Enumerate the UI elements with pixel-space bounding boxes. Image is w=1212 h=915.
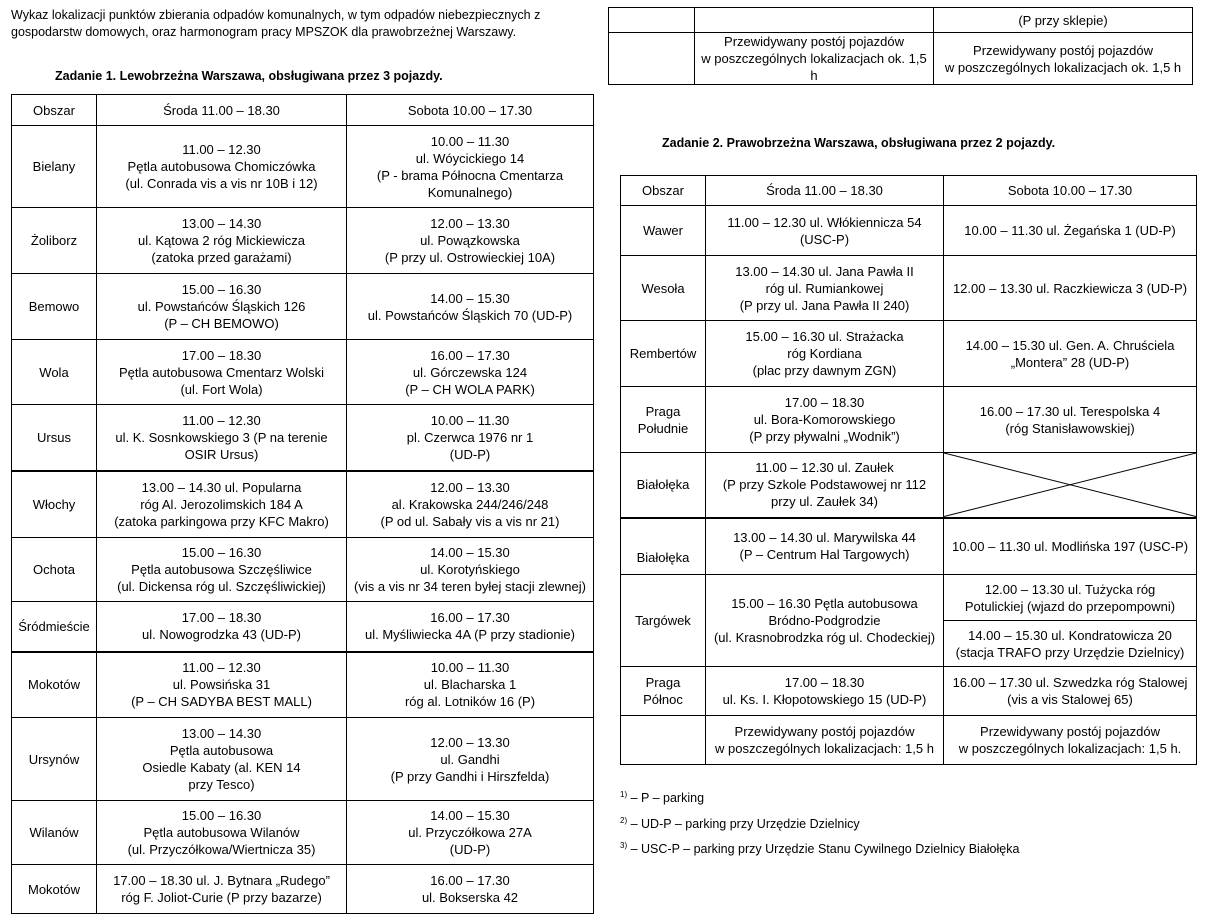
wed-cell (97, 718, 347, 801)
cell-line: (ul. Krasnobrodzka róg ul. Chodeckiej) (713, 630, 936, 645)
cell-line: ul. Ks. I. Kłopotowskiego 15 (UD-P) (722, 692, 927, 707)
cell-line: ul. Powstańców Śląskich 70 (UD-P) (367, 307, 573, 323)
table-header-row (621, 176, 1197, 206)
wed-cell (706, 518, 944, 575)
footnote-text: – USC-P – parking przy Urzędzie Stanu Cywilnego Dzielnicy Białołęka (627, 842, 1020, 856)
cell-line: Rembertów (629, 346, 697, 361)
zadanie1-table (11, 94, 594, 914)
area-cell: Śródmieście (12, 602, 97, 652)
sat-cell (347, 718, 594, 801)
table-row (621, 256, 1197, 321)
sat-cell (347, 801, 594, 865)
cell-line: ul. Korotyńskiego (420, 562, 520, 577)
cell-line: Pętla autobusowa Wilanów (143, 825, 300, 840)
sat-cell (944, 321, 1197, 387)
area-cell: Żoliborz (12, 208, 97, 274)
cell-line: róg Kordiana (787, 346, 862, 361)
cell-line: ul. Gandhi (440, 751, 500, 767)
continuation-table (608, 7, 1193, 85)
area-cell (621, 667, 706, 716)
header-obszar: Obszar (12, 95, 97, 126)
area-cell: Mokotów (12, 652, 97, 718)
area-cell: Mokotów (12, 865, 97, 914)
area-cell (609, 33, 695, 85)
area-cell: Ursus (12, 405, 97, 471)
sat-cell (944, 518, 1197, 575)
cell-line: Praga (645, 403, 681, 419)
cell-line: Południe (637, 420, 689, 436)
area-cell: Ochota (12, 538, 97, 602)
cell-line: przy ul. Zaułek 34) (771, 494, 878, 510)
cell-line: (stacja TRAFO przy Urzędzie Dzielnicy) (955, 644, 1185, 660)
cell-line: (P przy Gandhi i Hirszfelda) (390, 768, 550, 784)
sat-cell (347, 274, 594, 340)
table-row (12, 865, 594, 914)
table-row (621, 321, 1197, 387)
table-row (621, 667, 1197, 716)
cell-line: w poszczególnych lokalizacjach: 1,5 h (715, 741, 934, 756)
sat-cell (347, 652, 594, 718)
cell-line: Wawer (643, 223, 683, 238)
cell-line: (vis a vis Stalowej 65) (1007, 692, 1133, 707)
cell-line: 14.00 – 15.30 (430, 808, 510, 823)
cell-line: OSIR Ursus) (184, 446, 259, 462)
wed-cell (706, 256, 944, 321)
footnote-marker: 1) (620, 790, 628, 799)
table-row (12, 652, 594, 718)
area-cell (621, 256, 706, 321)
table-row (621, 387, 1197, 453)
wed-cell (97, 865, 347, 914)
cell-line: 16.00 – 17.30 (430, 610, 510, 626)
zadanie1-title: Zadanie 1. Lewobrzeżna Warszawa, obsługiwana przez 3 pojazdy. (55, 69, 443, 83)
cell-line: 12.00 – 13.30 (430, 479, 510, 495)
cell-line: 15.00 – 16.30 (181, 545, 262, 560)
cell-line: (P - brama Północna Cmentarza (376, 167, 564, 183)
sat-cell: (P przy sklepie) (934, 8, 1193, 33)
cell-line: 11.00 – 12.30 ul. Zaułek (755, 460, 894, 476)
wed-cell (97, 538, 347, 602)
cell-line: (ul. Przyczółkowa/Wiertnicza 35) (127, 842, 316, 857)
cell-line: 12.00 – 13.30 ul. Tużycka róg (984, 581, 1156, 597)
cell-line: (P – CH WOLA PARK) (405, 381, 535, 397)
table-row (12, 471, 594, 538)
cell-line: ul. Blacharska 1 (423, 677, 517, 693)
cell-line: 11.00 – 12.30 ul. Włókiennicza 54 (727, 214, 922, 230)
area-cell: Bielany (12, 126, 97, 208)
header-sobota: Sobota 10.00 – 17.30 (944, 176, 1197, 206)
cell-line: 16.00 – 17.30 ul. Terespolska 4 (979, 403, 1161, 419)
cell-line: ul. Bora-Komorowskiego (753, 412, 896, 427)
area-cell (621, 453, 706, 518)
area-cell (621, 321, 706, 387)
area-cell: Wola (12, 340, 97, 405)
sat-cell (347, 865, 594, 914)
sat-cell (944, 206, 1197, 256)
cell-line: Białołęka (636, 477, 690, 493)
sat-cell (347, 340, 594, 405)
cell-line: róg F. Joliot-Curie (P przy bazarze) (121, 890, 322, 905)
area-cell (621, 206, 706, 256)
cell-line: 17.00 – 18.30 (181, 347, 262, 363)
cell-line: (UD-P) (449, 446, 491, 462)
area-cell (609, 8, 695, 33)
sat-cell (347, 602, 594, 652)
cell-line: Północ (643, 692, 683, 707)
cell-line: Białołęka (636, 550, 690, 565)
cell-line: Przewidywany postój pojazdów (973, 42, 1153, 58)
cell-line: „Montera” 28 (UD-P) (1010, 354, 1130, 370)
wed-cell (706, 667, 944, 716)
cell-line: 15.00 – 16.30 ul. Strażacka (745, 329, 904, 344)
cell-line: 11.00 – 12.30 (182, 412, 261, 428)
sat-cell (944, 667, 1197, 716)
cell-line: róg al. Lotników 16 (P) (404, 694, 536, 710)
table-row (12, 126, 594, 208)
sat-cell (347, 405, 594, 471)
cell-line: (ul. Conrada vis a vis nr 10B i 12) (125, 176, 318, 191)
table-row (12, 274, 594, 340)
cell-line: Bródno-Podgrodzie (768, 613, 881, 628)
wed-cell (97, 405, 347, 471)
header-obszar: Obszar (621, 176, 706, 206)
area-cell: Włochy (12, 471, 97, 538)
table-row (621, 206, 1197, 256)
cell-line: 13.00 – 14.30 ul. Marywilska 44 (733, 530, 916, 546)
cell-line: 16.00 – 17.30 (430, 873, 510, 888)
cell-line: 14.00 – 15.30 (430, 545, 510, 560)
cell-line: ul. Bokserska 42 (421, 890, 519, 905)
table-row (621, 575, 1197, 621)
cell-line: (ul. Dickensa róg ul. Szczęśliwickiej) (117, 579, 326, 594)
cell-line: 13.00 – 14.30 ul. Jana Pawła II (735, 263, 914, 279)
cell-line: 17.00 – 18.30 (784, 675, 865, 690)
cell-line: Komunalnego) (427, 184, 513, 200)
cell-line: 13.00 – 14.30 ul. Popularna (141, 479, 302, 495)
cell-line: róg ul. Rumiankowej (765, 280, 884, 296)
footnote-text: – UD-P – parking przy Urzędzie Dzielnicy (627, 816, 860, 831)
cell-line: Pętla autobusowa Chomiczówka (127, 159, 316, 174)
wed-cell (97, 274, 347, 340)
cell-line: 16.00 – 17.30 ul. Szwedzka róg Stalowej (952, 675, 1188, 690)
cell-line: 15.00 – 16.30 (181, 808, 262, 823)
sat-cell (944, 621, 1197, 667)
cell-line: (vis a vis nr 34 teren byłej stacji zlewnej) (354, 579, 586, 594)
footnote-marker: 2) (620, 815, 628, 825)
cell-line: 14.00 – 15.30 (430, 290, 510, 306)
table-row (609, 8, 1193, 33)
table-row (621, 518, 1197, 575)
wed-cell (706, 387, 944, 453)
sat-cell (347, 126, 594, 208)
cell-line: 10.00 – 11.30 (430, 412, 510, 428)
area-cell (621, 575, 706, 667)
cell-line: 11.00 – 12.30 (182, 142, 261, 157)
cell-line: Osiedle Kabaty (al. KEN 14 (142, 760, 301, 775)
area-cell (621, 716, 706, 765)
cell-line: (P – CH BEMOWO) (164, 316, 279, 331)
footnote-marker: 3) (620, 841, 628, 850)
cell-line: 14.00 – 15.30 ul. Gen. A. Chruściela (965, 337, 1175, 353)
cell-line: Praga (645, 675, 681, 690)
cell-line: 11.00 – 12.30 (182, 660, 261, 676)
cell-line: 13.00 – 14.30 (181, 216, 262, 231)
table-row (12, 801, 594, 865)
wed-cell (97, 652, 347, 718)
wed-cell (695, 8, 934, 33)
cell-line: ul. Powązkowska (420, 233, 520, 248)
cell-line: 16.00 – 17.30 (430, 347, 510, 363)
sat-cell (944, 387, 1197, 453)
table-row (12, 405, 594, 471)
wed-cell (706, 321, 944, 387)
table-row (12, 208, 594, 274)
cell-line: pl. Czerwca 1976 nr 1 (406, 429, 534, 445)
cell-line: 10.00 – 11.30 ul. Modlińska 197 (USC-P) (951, 538, 1189, 554)
sat-cell (944, 256, 1197, 321)
cell-line: ul. Górczewska 124 (412, 364, 528, 380)
cell-line: (P przy ul. Ostrowieckiej 10A) (384, 250, 556, 265)
cell-line: ul. Myśliwiecka 4A (P przy stadionie) (364, 627, 575, 643)
wed-cell (706, 453, 944, 518)
cell-line: przy Tesco) (188, 777, 255, 792)
header-sobota: Sobota 10.00 – 17.30 (347, 95, 594, 126)
cell-line: ul. Nowogrodzka 43 (UD-P) (142, 627, 301, 643)
wed-cell (97, 801, 347, 865)
wed-cell (97, 471, 347, 538)
cell-line: (ul. Fort Wola) (180, 381, 263, 397)
cell-line: Pętla autobusowa (169, 743, 274, 758)
footnotes (620, 784, 1019, 861)
table-row (609, 33, 1193, 85)
wed-cell (97, 340, 347, 405)
cell-line: róg Al. Jerozolimskich 184 A (140, 496, 303, 512)
cell-line: 12.00 – 13.30 (430, 216, 510, 231)
cell-line: ul. Wóycickiego 14 (415, 150, 525, 166)
cell-line: (P od ul. Sabały vis a vis nr 21) (380, 513, 560, 529)
cell-line: 10.00 – 11.30 (430, 133, 510, 149)
cell-line: ul. K. Sosnkowskiego 3 (P na terenie (115, 429, 328, 445)
cell-line: ul. Powstańców Śląskich 126 (137, 299, 306, 314)
cell-line: (P przy Szkole Podstawowej nr 112 (722, 477, 927, 493)
sat-cell (944, 716, 1197, 765)
footnote (620, 835, 1019, 861)
cell-line: 17.00 – 18.30 ul. J. Bytnara „Rudego” (113, 873, 330, 888)
table-row (12, 538, 594, 602)
cell-line: 17.00 – 18.30 (181, 610, 262, 626)
wed-cell (706, 575, 944, 667)
sat-cell (347, 208, 594, 274)
cell-line: 13.00 – 14.30 (181, 726, 262, 741)
sat-cell (347, 538, 594, 602)
cell-line: w poszczególnych lokalizacjach ok. 1,5 h (944, 59, 1182, 75)
zadanie2-table (620, 175, 1197, 765)
area-cell (621, 387, 706, 453)
cell-line: Potulickiej (wjazd do przepompowni) (964, 598, 1176, 614)
sat-cell (934, 33, 1193, 85)
table-row (621, 453, 1197, 518)
cell-line: 10.00 – 11.30 (430, 660, 510, 676)
sat-cell (347, 471, 594, 538)
table-row (12, 602, 594, 652)
intro-text: Wykaz lokalizacji punktów zbierania odpadów komunalnych, w tym odpadów niebezpiecznych z gospodarstw domowych, oraz harmonogram pracy MPSZOK dla prawobrzeżnej Warszawy. (11, 8, 541, 39)
cell-line: w poszczególnych lokalizacjach: 1,5 h. (958, 741, 1182, 756)
cell-line: (USC-P) (799, 231, 850, 247)
wed-cell (97, 602, 347, 652)
area-cell: Ursynów (12, 718, 97, 801)
cell-line: Przewidywany postój pojazdów (734, 724, 915, 739)
cell-line: ul. Przyczółkowa 27A (408, 825, 532, 840)
cell-line: 12.00 – 13.30 (430, 734, 510, 750)
cell-line: Wesoła (641, 280, 685, 296)
cell-line: (UD-P) (449, 842, 491, 857)
cell-line: 10.00 – 11.30 ul. Żegańska 1 (UD-P) (964, 223, 1176, 238)
header-sroda: Środa 11.00 – 18.30 (97, 95, 347, 126)
wed-cell (97, 126, 347, 208)
table-header-row (12, 95, 594, 126)
cell-line: (P przy ul. Jana Pawła II 240) (739, 297, 910, 313)
cell-line: (plac przy dawnym ZGN) (752, 363, 897, 378)
cell-line: ul. Kątowa 2 róg Mickiewicza (138, 233, 305, 248)
wed-cell (695, 33, 934, 85)
cell-line: (P – CH SADYBA BEST MALL) (131, 694, 312, 710)
footnote-text: – P – parking (627, 791, 705, 805)
area-cell: Wilanów (12, 801, 97, 865)
footnote (620, 810, 1019, 836)
cell-line: 12.00 – 13.30 ul. Raczkiewicza 3 (UD-P) (952, 280, 1188, 296)
cell-line: al. Krakowska 244/246/248 (391, 496, 549, 512)
cell-line: 15.00 – 16.30 (181, 282, 262, 297)
cell-line: (zatoka parkingowa przy KFC Makro) (114, 513, 329, 529)
table-row (621, 716, 1197, 765)
cell-line: Pętla autobusowa Szczęśliwice (131, 562, 312, 577)
cell-line: (zatoka przed garażami) (151, 250, 292, 265)
cell-line: Przewidywany postój pojazdów (724, 34, 904, 49)
wed-cell (706, 206, 944, 256)
header-sroda: Środa 11.00 – 18.30 (706, 176, 944, 206)
table-row (12, 340, 594, 405)
sat-cell (944, 575, 1197, 621)
table-row (12, 718, 594, 801)
wed-cell (706, 716, 944, 765)
cell-line: ul. Powsińska 31 (172, 677, 271, 693)
cross-mark (944, 453, 1196, 517)
cell-line: Pętla autobusowa Cmentarz Wolski (119, 364, 324, 380)
area-cell: Bemowo (12, 274, 97, 340)
cell-line: (P przy pływalni „Wodnik”) (749, 429, 900, 444)
crossed-empty-cell (944, 453, 1197, 518)
zadanie2-title: Zadanie 2. Prawobrzeżna Warszawa, obsługiwana przez 2 pojazdy. (662, 136, 1056, 150)
cell-line: 17.00 – 18.30 (784, 395, 865, 410)
cell-line: 14.00 – 15.30 ul. Kondratowicza 20 (968, 627, 1172, 643)
cell-line: (P – Centrum Hal Targowych) (739, 547, 910, 563)
cell-line: 15.00 – 16.30 Pętla autobusowa (731, 596, 918, 611)
area-cell (621, 518, 706, 575)
wed-cell (97, 208, 347, 274)
cell-line: (róg Stanisławowskiej) (1005, 420, 1135, 436)
cell-line: Targówek (635, 613, 691, 628)
cell-line: Przewidywany postój pojazdów (980, 724, 1160, 739)
footnote (620, 784, 1019, 810)
cell-line: w poszczególnych lokalizacjach ok. 1,5 h (701, 51, 927, 83)
